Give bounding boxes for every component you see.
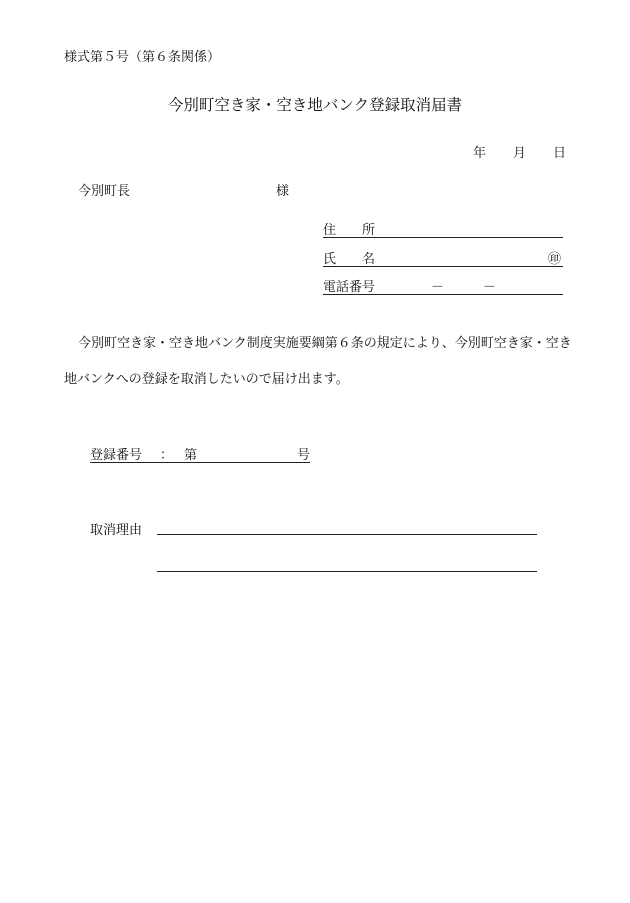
registration-suffix: 号 — [297, 448, 311, 463]
honorific: 様 — [276, 184, 290, 199]
name-label: 氏 名 — [323, 252, 376, 267]
name-field[interactable] — [323, 248, 563, 267]
reason-line-2[interactable] — [157, 571, 537, 572]
registration-label: 登録番号 — [90, 448, 143, 463]
document-title: 今別町空き家・空き地バンク登録取消届書 — [167, 96, 463, 114]
date-month-label: 月 — [513, 146, 527, 161]
phone-field[interactable] — [323, 276, 563, 295]
phone-separator-2: － — [483, 280, 497, 295]
addressee: 今別町長 — [78, 184, 131, 199]
reason-label: 取消理由 — [90, 523, 143, 538]
phone-label: 電話番号 — [323, 280, 376, 295]
date-day-label: 日 — [553, 146, 567, 161]
seal-mark: ㊞ — [547, 252, 561, 267]
form-number: 様式第５号（第６条関係） — [64, 50, 221, 65]
phone-separator-1: － — [431, 280, 445, 295]
address-label: 住 所 — [323, 223, 376, 238]
address-field[interactable] — [323, 219, 563, 238]
registration-number-field[interactable] — [90, 444, 310, 463]
date-year-label: 年 — [473, 146, 487, 161]
reason-line-1[interactable] — [157, 534, 537, 535]
body-text: 今別町空き家・空き地バンク制度実施要綱第６条の規定により、今別町空き家・空き地バンクへの登録を取消したいので届け出ます。 — [64, 336, 572, 387]
registration-prefix: 第 — [184, 448, 198, 463]
registration-colon: ： — [160, 448, 174, 463]
date-line — [473, 142, 566, 161]
